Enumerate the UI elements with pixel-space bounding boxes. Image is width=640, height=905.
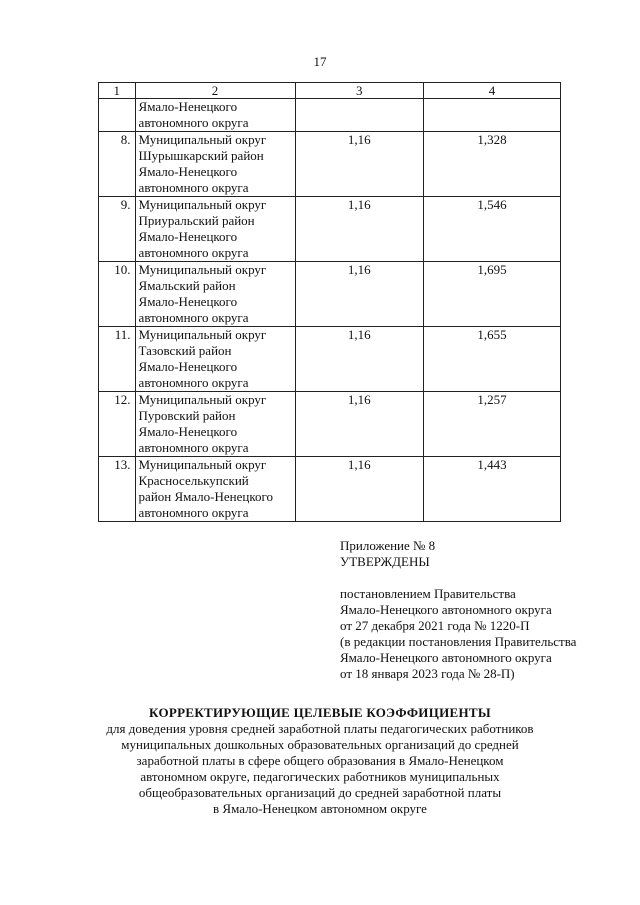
row-name-line: район Ямало-Ненецкого [138, 489, 273, 504]
row-name-line: автономного округа [138, 375, 249, 390]
row-name-cell [135, 262, 295, 327]
heading-line: муниципальных дошкольных образовательных организаций до средней [121, 737, 519, 752]
table-row-continuation [99, 99, 561, 132]
appendix-line: от 18 января 2023 года № 28-П) [340, 666, 515, 681]
row-number-cell: 11. [99, 327, 136, 392]
appendix-spacer [340, 570, 620, 586]
continuation-line: Ямало-Ненецкого [138, 99, 238, 114]
row-col4-cell: 1,443 [423, 457, 560, 522]
row-number-cell: 8. [99, 132, 136, 197]
appendix-line: Ямало-Ненецкого автономного округа [340, 602, 552, 617]
header-col-1: 1 [99, 83, 136, 99]
appendix-line: от 27 декабря 2021 года № 1220-П [340, 618, 530, 633]
row-number-cell: 12. [99, 392, 136, 457]
continuation-col4-cell [423, 99, 560, 132]
header-col-3: 3 [295, 83, 423, 99]
row-col3-cell: 1,16 [295, 262, 423, 327]
row-name-line: Пуровский район [138, 408, 236, 423]
row-col4-cell: 1,695 [423, 262, 560, 327]
coefficients-table [98, 82, 561, 522]
heading-line: в Ямало-Ненецком автономном округе [213, 801, 427, 816]
heading-line: общеобразовательных организаций до средней заработной платы [138, 785, 502, 800]
row-name-line: Муниципальный округ [138, 132, 267, 147]
row-name-line: Муниципальный округ [138, 327, 267, 342]
row-name-line: Шурышкарский район [138, 148, 264, 163]
row-name-line: Ямало-Ненецкого [138, 229, 238, 244]
row-col3-cell: 1,16 [295, 392, 423, 457]
row-col3-cell: 1,16 [295, 457, 423, 522]
table-row [99, 132, 561, 197]
row-name-line: автономного округа [138, 180, 249, 195]
heading-line: автономном округе, педагогических работников муниципальных [140, 769, 500, 784]
heading-title: КОРРЕКТИРУЮЩИЕ ЦЕЛЕВЫЕ КОЭФФИЦИЕНТЫ [149, 705, 491, 720]
heading-line: заработной платы в сфере общего образования в Ямало-Ненецком [136, 753, 504, 768]
row-name-line: Ямало-Ненецкого [138, 164, 238, 179]
row-name-line: Муниципальный округ [138, 392, 267, 407]
row-number-cell: 9. [99, 197, 136, 262]
row-name-line: Ямальский район [138, 278, 236, 293]
continuation-col3-cell [295, 99, 423, 132]
row-name-line: автономного округа [138, 505, 249, 520]
row-name-line: Тазовский район [138, 343, 232, 358]
row-col4-cell: 1,328 [423, 132, 560, 197]
row-name-line: Муниципальный округ [138, 197, 267, 212]
row-number-cell: 10. [99, 262, 136, 327]
row-number-cell: 13. [99, 457, 136, 522]
row-name-cell [135, 392, 295, 457]
table-row [99, 197, 561, 262]
table-row [99, 392, 561, 457]
row-name-line: Муниципальный округ [138, 262, 267, 277]
header-col-2: 2 [135, 83, 295, 99]
row-name-cell [135, 132, 295, 197]
row-name-line: Муниципальный округ [138, 457, 267, 472]
table-header-row [99, 83, 561, 99]
page-number: 17 [313, 54, 327, 69]
appendix-approved: УТВЕРЖДЕНЫ [340, 554, 430, 569]
appendix-block [340, 538, 620, 682]
row-col3-cell: 1,16 [295, 327, 423, 392]
row-name-cell [135, 457, 295, 522]
row-name-line: автономного округа [138, 440, 249, 455]
row-col4-cell: 1,257 [423, 392, 560, 457]
header-col-4: 4 [423, 83, 560, 99]
continuation-name-cell [135, 99, 295, 132]
appendix-line: (в редакции постановления Правительства [340, 634, 577, 649]
appendix-line: Ямало-Ненецкого автономного округа [340, 650, 552, 665]
heading-line: для доведения уровня средней заработной платы педагогических работников [106, 721, 534, 736]
row-name-line: автономного округа [138, 245, 249, 260]
row-col3-cell: 1,16 [295, 132, 423, 197]
row-name-cell [135, 327, 295, 392]
continuation-line: автономного округа [138, 115, 249, 130]
row-name-line: Ямало-Ненецкого [138, 359, 238, 374]
table-row [99, 327, 561, 392]
document-heading [80, 705, 560, 817]
row-col4-cell: 1,546 [423, 197, 560, 262]
row-name-line: автономного округа [138, 310, 249, 325]
row-col4-cell: 1,655 [423, 327, 560, 392]
table-row [99, 262, 561, 327]
table-row [99, 457, 561, 522]
row-name-cell [135, 197, 295, 262]
continuation-num-cell [99, 99, 136, 132]
row-name-line: Красноселькупский [138, 473, 249, 488]
row-name-line: Ямало-Ненецкого [138, 294, 238, 309]
table-body [99, 83, 561, 522]
row-name-line: Ямало-Ненецкого [138, 424, 238, 439]
row-name-line: Приуральский район [138, 213, 255, 228]
appendix-line: постановлением Правительства [340, 586, 516, 601]
appendix-label: Приложение № 8 [340, 538, 436, 553]
row-col3-cell: 1,16 [295, 197, 423, 262]
